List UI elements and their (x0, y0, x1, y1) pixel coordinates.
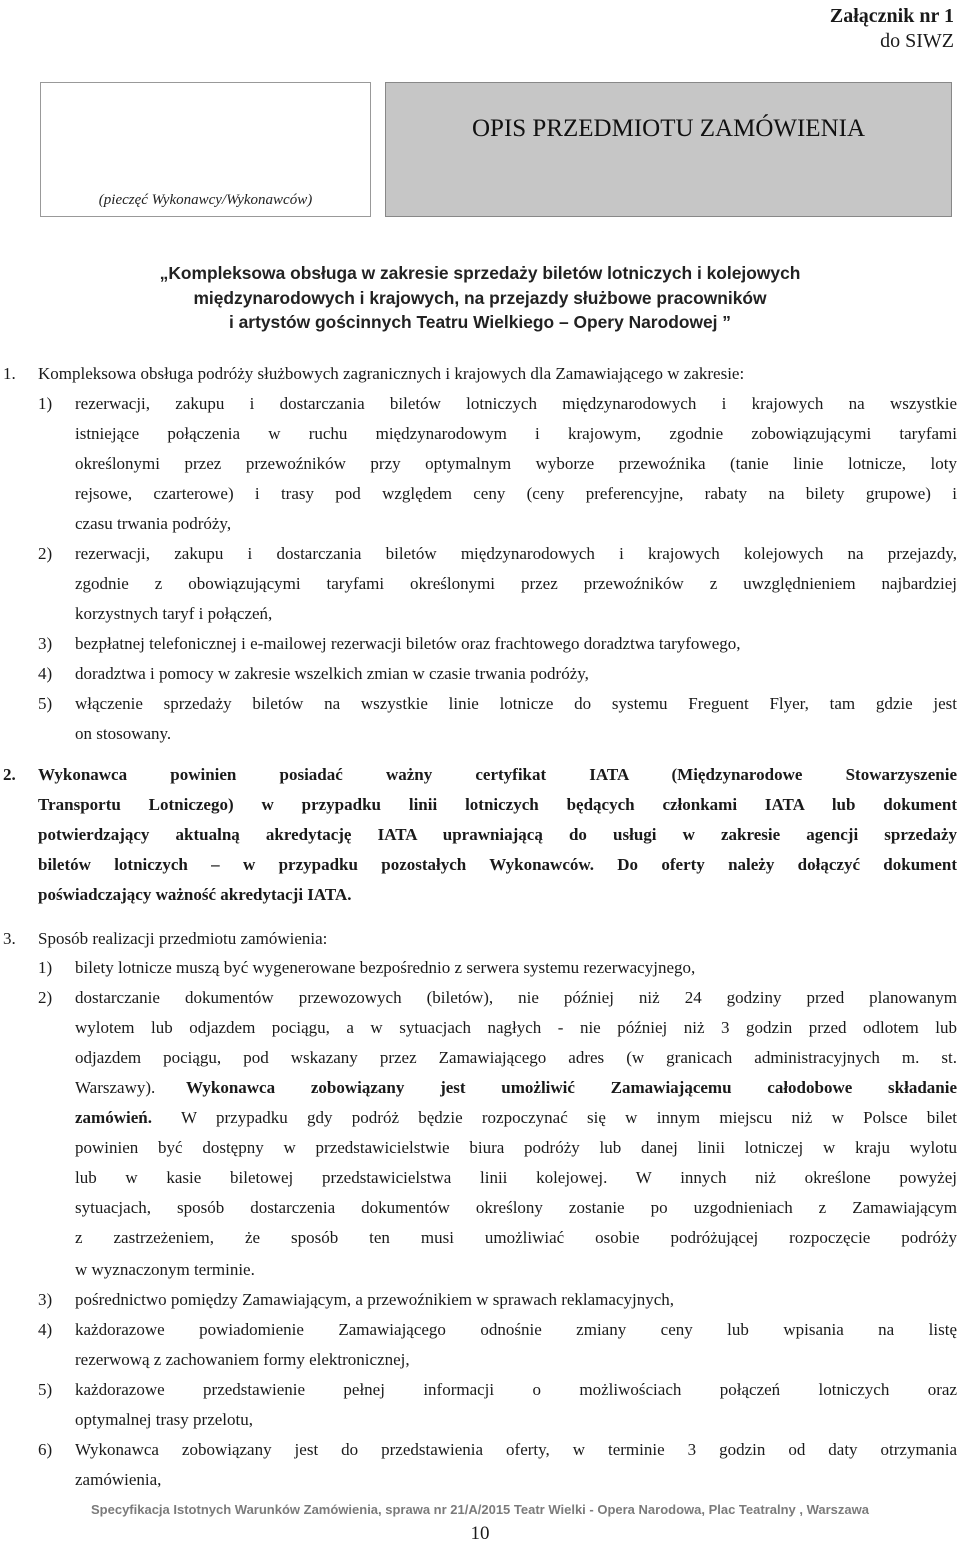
section-2-line: potwierdzający aktualną akredytację IATA uprawniającą do usługi w zakresie agencji sprzedaży (38, 825, 957, 844)
list-item-line: sytuacjach, sposób dostarczenia dokumentów określony zostanie po uzgodnieniach z Zamawiającym (75, 1198, 957, 1217)
title-box (385, 82, 952, 217)
list-item-line: doradztwa i pomocy w zakresie wszelkich zmian w czasie trwania podróży, (75, 664, 589, 683)
list-item-number: 1) (38, 958, 53, 977)
list-item-number: 5) (38, 694, 53, 713)
list-item-number: 3) (38, 634, 53, 653)
annex-reference: do SIWZ (880, 30, 954, 52)
list-item-line: określonymi przez przewoźników przy optymalnym wyborze przewoźnika (tanie linie lotnicze, loty (75, 454, 957, 473)
section-2-line: biletów lotniczych – w przypadku pozostałych Wykonawców. Do oferty należy dołączyć dokument (38, 855, 957, 874)
list-item-line: optymalnej trasy przelotu, (75, 1410, 253, 1429)
list-item-line: rezerwacji, zakupu i dostarczania biletów międzynarodowych i krajowych kolejowych na przejazdy, (75, 544, 957, 563)
section-2-line: Transportu Lotniczego) w przypadku linii lotniczych będących członkami IATA lub dokument (38, 795, 957, 814)
list-item-line: on stosowany. (75, 724, 172, 743)
list-item-line: pośrednictwo pomiędzy Zamawiającym, a przewoźnikiem w sprawach reklamacyjnych, (75, 1290, 675, 1309)
list-item-line: w wyznaczonym terminie. (75, 1260, 255, 1279)
list-item-number: 3) (38, 1290, 53, 1309)
list-item-line: każdorazowe powiadomienie Zamawiającego odnośnie zmiany ceny lub wpisania na listę (75, 1320, 957, 1339)
page-number: 10 (470, 1523, 490, 1544)
list-item-line: włączenie sprzedaży biletów na wszystkie linie lotnicze do systemu Freguent Flyer, tam gdzie jest (75, 694, 957, 713)
section-3-title: Sposób realizacji przedmiotu zamówienia: (38, 929, 328, 948)
list-item-line: rezerwową z zachowaniem formy elektronicznej, (75, 1350, 410, 1369)
page-title: OPIS PRZEDMIOTU ZAMÓWIENIA (471, 115, 866, 142)
list-item-line: zamówienia, (75, 1470, 162, 1489)
list-item-line: czasu trwania podróży, (75, 514, 232, 533)
section-1-title: Kompleksowa obsługa podróży służbowych zagranicznych i krajowych dla Zamawiającego w zakresie: (38, 364, 745, 383)
list-item-line: lub w kasie biletowej przedstawicielstwa linii kolejowej. W innych niż określone powyżej (75, 1168, 957, 1187)
list-item-number: 4) (38, 664, 53, 683)
list-item-line: z zastrzeżeniem, że sposób ten musi umożliwiać osobie podróżującej rozpoczęcie podróży (75, 1228, 957, 1247)
list-item-line: rezerwacji, zakupu i dostarczania biletów lotniczych międzynarodowych i krajowych na wszystkie (75, 394, 957, 413)
section-3-number: 3. (3, 929, 16, 948)
list-item-number: 4) (38, 1320, 53, 1339)
list-item-number: 6) (38, 1440, 53, 1459)
list-item-line: Wykonawca zobowiązany jest do przedstawienia oferty, w terminie 3 godzin od daty otrzymania (75, 1440, 957, 1459)
list-item-line: bezpłatnej telefonicznej i e-mailowej rezerwacji biletów oraz frachtowego doradztwa taryfowego, (75, 634, 741, 653)
annex-header (830, 4, 954, 54)
order-subject (0, 261, 960, 335)
subject-line-2: międzynarodowych i krajowych, na przejazdy służbowe pracowników (193, 287, 767, 308)
section-2-line: Wykonawca powinien posiadać ważny certyfikat IATA (Międzynarodowe Stowarzyszenie (38, 765, 957, 784)
list-item-line: korzystnych taryf i połączeń, (75, 604, 273, 623)
annex-number: Załącznik nr 1 (829, 5, 954, 27)
list-item-line: bilety lotnicze muszą być wygenerowane bezpośrednio z serwera systemu rezerwacyjnego, (75, 958, 696, 977)
list-item-line: każdorazowe przedstawienie pełnej informacji o możliwościach połączeń lotniczych oraz (75, 1380, 957, 1399)
list-item-line: Warszawy). (75, 1078, 156, 1097)
list-item-line: istniejące połączenia w ruchu międzynarodowym i krajowym, zgodnie zobowiązującymi taryfami (75, 424, 957, 443)
list-item-number: 2) (38, 988, 53, 1007)
list-item-line: W przypadku gdy podróż będzie rozpoczynać się w innym miejscu niż w Polsce bilet (181, 1108, 957, 1127)
list-item-line-bold: zamówień. (75, 1108, 152, 1127)
section-2-line: poświadczający ważność akredytacji IATA. (38, 885, 352, 904)
list-item-number: 5) (38, 1380, 53, 1399)
list-item-line-bold: Wykonawca zobowiązany jest umożliwić Zamawiającemu całodobowe składanie (186, 1078, 957, 1097)
list-item-line: zgodnie z obowiązującymi taryfami określonymi przez przewoźników z uwzględnieniem najbardziej (75, 574, 957, 593)
list-item-line: odjazdem pociągu, pod wskazany przez Zamawiającego adres (w granicach administracyjnych m. st. (75, 1048, 957, 1067)
list-item-line: rejsowe, czarterowe) i trasy pod względem ceny (ceny preferencyjne, rabaty na bilety grupowe) i (75, 484, 957, 503)
contractor-stamp-box (40, 82, 371, 217)
subject-line-1: „Kompleksowa obsługa w zakresie sprzedaży biletów lotniczych i kolejowych (159, 263, 801, 283)
list-item-number: 2) (38, 544, 53, 563)
section-2-number: 2. (3, 765, 16, 784)
section-1-number: 1. (3, 364, 16, 383)
list-item-line: powinien być dostępny w przedstawicielstwie biura podróży lub danej linii lotniczej w kraju wylotu (75, 1138, 957, 1157)
page-footer: Specyfikacja Istotnych Warunków Zamówienia, sprawa nr 21/A/2015 Teatr Wielki - Opera Narodowa, Plac Teatralny , Warszawa (91, 1502, 869, 1517)
subject-line-3: i artystów gościnnych Teatru Wielkiego – Opery Narodowej ” (228, 312, 732, 332)
list-item-line: wylotem lub odjazdem pociągu, a w sytuacjach nagłych - nie później niż 3 godzin przed odlotem lub (75, 1018, 957, 1037)
list-item-line: dostarczanie dokumentów przewozowych (biletów), nie później niż 24 godziny przed planowanym (75, 988, 957, 1007)
stamp-label: (pieczęć Wykonawcy/Wykonawców) (98, 192, 313, 208)
list-item-number: 1) (38, 394, 53, 413)
